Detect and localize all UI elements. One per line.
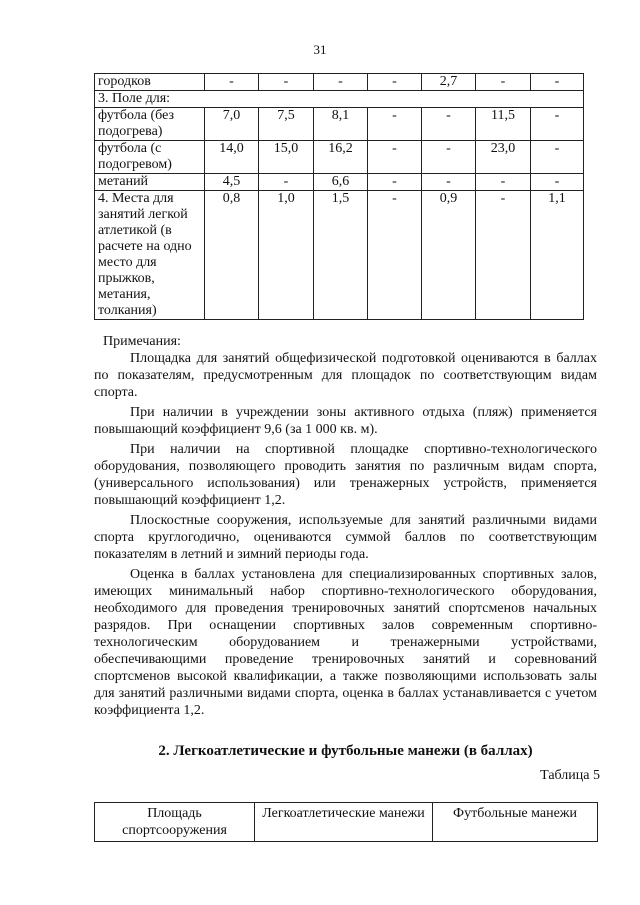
table-cell: - <box>368 191 422 320</box>
table-cell: 11,5 <box>476 108 531 141</box>
table-cell: 15,0 <box>259 141 314 174</box>
table-5-header-cell: Легкоатлетические манежи <box>255 803 433 842</box>
table-cell: - <box>531 74 584 91</box>
table-cell: 1,1 <box>531 191 584 320</box>
row-label: футбола (без подогрева) <box>95 108 205 141</box>
note-paragraph: При наличии в учреждении зоны активного отдыха (пляж) применяется повышающий коэффициент 9,6 (за 1 000 кв. м). <box>94 405 597 437</box>
notes-title: Примечания: <box>103 334 181 349</box>
row-label: метаний <box>95 174 205 191</box>
table-row <box>95 174 584 191</box>
table-cell: 7,0 <box>205 108 259 141</box>
table-cell: - <box>531 141 584 174</box>
table-cell: - <box>368 74 422 91</box>
table-cell: 6,6 <box>314 174 368 191</box>
table-cell: - <box>531 174 584 191</box>
table-row <box>95 74 584 91</box>
note-paragraph: При наличии на спортивной площадке спортивно-технологического оборудования, позволяющего проводить занятия по различным видам спорта, (универсального использования) или тренажерных устройств, применяется повышающий коэффициент 1,2. <box>94 442 597 508</box>
table-cell: 2,7 <box>422 74 476 91</box>
note-paragraph: Площадка для занятий общефизической подготовкой оцениваются в баллах по показателям, предусмотренным для площадок по соответствующим видам спорта. <box>94 351 597 400</box>
table-cell: 1,0 <box>259 191 314 320</box>
table-cell: - <box>476 191 531 320</box>
note-paragraph: Плоскостные сооружения, используемые для занятий различными видами спорта круглогодично, оцениваются суммой баллов по соответствующим показателям в летний и зимний периоды года. <box>94 513 597 562</box>
table-5-header-row <box>95 803 598 842</box>
table-cell: - <box>368 174 422 191</box>
table-cell: - <box>368 108 422 141</box>
table-cell: - <box>368 141 422 174</box>
page-number: 31 <box>313 42 327 57</box>
row-label: футбола (с подогревом) <box>95 141 205 174</box>
row-label: 3. Поле для: <box>95 91 205 108</box>
table-cell: - <box>422 174 476 191</box>
table-cell: - <box>422 108 476 141</box>
scores-table <box>94 73 584 320</box>
table-cell: 16,2 <box>314 141 368 174</box>
row-label: 4. Места для занятий легкой атлетикой (в расчете на одно место для прыжков, метания, толкания) <box>95 191 205 320</box>
table-cell: - <box>205 74 259 91</box>
table-5-header-cell: Футбольные манежи <box>433 803 598 842</box>
notes <box>94 333 597 719</box>
table-cell: - <box>259 174 314 191</box>
table-cell: - <box>314 74 368 91</box>
table-cell: 0,8 <box>205 191 259 320</box>
table-row <box>95 191 584 320</box>
table-cell: 1,5 <box>314 191 368 320</box>
table-cell: 23,0 <box>476 141 531 174</box>
table-cell: 14,0 <box>205 141 259 174</box>
section-title: 2. Легкоатлетические и футбольные манежи (в баллах) <box>158 743 533 759</box>
table-row <box>95 141 584 174</box>
table-cell: - <box>422 141 476 174</box>
table-cell: - <box>259 74 314 91</box>
row-label: городков <box>95 74 205 91</box>
table-cell: 4,5 <box>205 174 259 191</box>
table-5 <box>94 802 598 842</box>
table-cell: - <box>476 174 531 191</box>
table-cell: 8,1 <box>314 108 368 141</box>
table-cell: - <box>476 74 531 91</box>
section-row-filler <box>205 91 584 108</box>
table-cell: - <box>531 108 584 141</box>
table-cell: 7,5 <box>259 108 314 141</box>
table-cell: 0,9 <box>422 191 476 320</box>
table-5-header-cell: Площадь спортсооружения <box>95 803 255 842</box>
note-paragraph: Оценка в баллах установлена для специализированных спортивных залов, имеющих минимальный набор спортивно-технологического оборудования, необходимого для проведения тренировочных занятий спортсменов начальных разрядов. При оснащении спортивных залов современным спортивно-технологическим оборудованием и тренажерными устройствами, обеспечивающими проведение тренировочных занятий и соревнований спортсменов высокой квалификации, а также позволяющими использовать залы для занятий различными видами спорта, оценка в баллах устанавливается с учетом коэффициента 1,2. <box>94 567 597 718</box>
table-row <box>95 91 584 108</box>
table-label: Таблица 5 <box>540 768 600 783</box>
table-row <box>95 108 584 141</box>
